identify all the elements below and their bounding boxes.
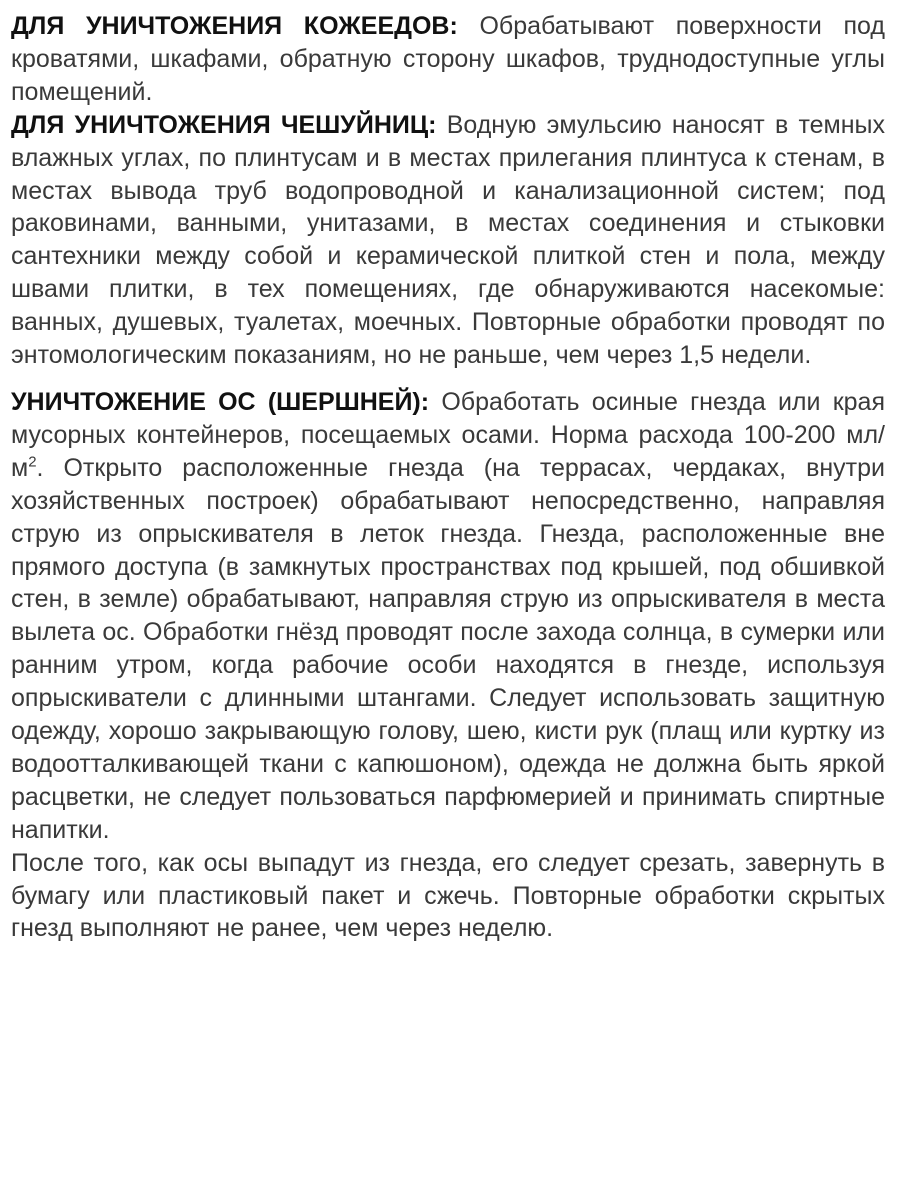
section-text: Водную эмульсию наносят в темных влажных углах, по плинтусам и в местах прилегания плинтуса к стенам, в местах вывода труб водопроводной и канализационной систем; под раковинами, ванными, унитазами, в местах соединения и стыковки сантехники между собой и керамической плиткой стен и пола, между швами плитки, в тех помещениях, где обнаруживаются насекомые: ванных, душевых, туалетах, моечных. Повторные обработки проводят по энтомологическим показаниям, но не раньше, чем через 1,5 недели. (11, 110, 886, 370)
document-page (11, 10, 885, 945)
section-heading: УНИЧТОЖЕНИЕ ОС (ШЕРШНЕЙ): (11, 387, 430, 416)
section-silverfish (11, 109, 885, 372)
section-heading: ДЛЯ УНИЧТОЖЕНИЯ ЧЕШУЙНИЦ: (11, 110, 437, 139)
section-text-continued: . Открыто расположенные гнезда (на террасах, чердаках, внутри хозяйственных построек) обрабатывают непосредственно, направляя струю из опрыскивателя в леток гнезда. Гнезда, расположенные вне прямого доступа (в замкнутых пространствах под крышей, под обшивкой стен, в земле) обрабатывают, направляя струю из опрыскивателя в места вылета ос. Обработки гнёзд проводят после захода солнца, в сумерки или ранним утром, когда рабочие особи находятся в гнезде, используя опрыскиватели с длинными штангами. Следует использовать защитную одежду, хорошо закрывающую голову, шею, кисти рук (плащ или куртку из водоотталкивающей ткани с капюшоном), одежда не должна быть яркой расцветки, не следует пользоваться парфюмерией и принимать спиртные напитки. (11, 453, 885, 844)
section-text: Обрабатывают поверхности под кроватями, шкафами, обратную сторону шкафов, труднодоступные углы помещений. (11, 12, 885, 106)
closing-paragraph: После того, как осы выпадут из гнезда, его следует срезать, завернуть в бумагу или пластиковый пакет и сжечь. Повторные обработки скрытых гнезд выполняют не ранее, чем через неделю. (11, 848, 885, 943)
section-dermestids (11, 10, 885, 109)
superscript-exponent: 2 (28, 453, 37, 471)
section-wasps (11, 386, 885, 847)
section-text: Обработать осиные гнезда или края мусорных контейнеров, посещаемых осами. Норма расхода 100-200 мл/м (11, 387, 885, 482)
section-heading: ДЛЯ УНИЧТОЖЕНИЯ КОЖЕЕДОВ: (11, 12, 458, 40)
